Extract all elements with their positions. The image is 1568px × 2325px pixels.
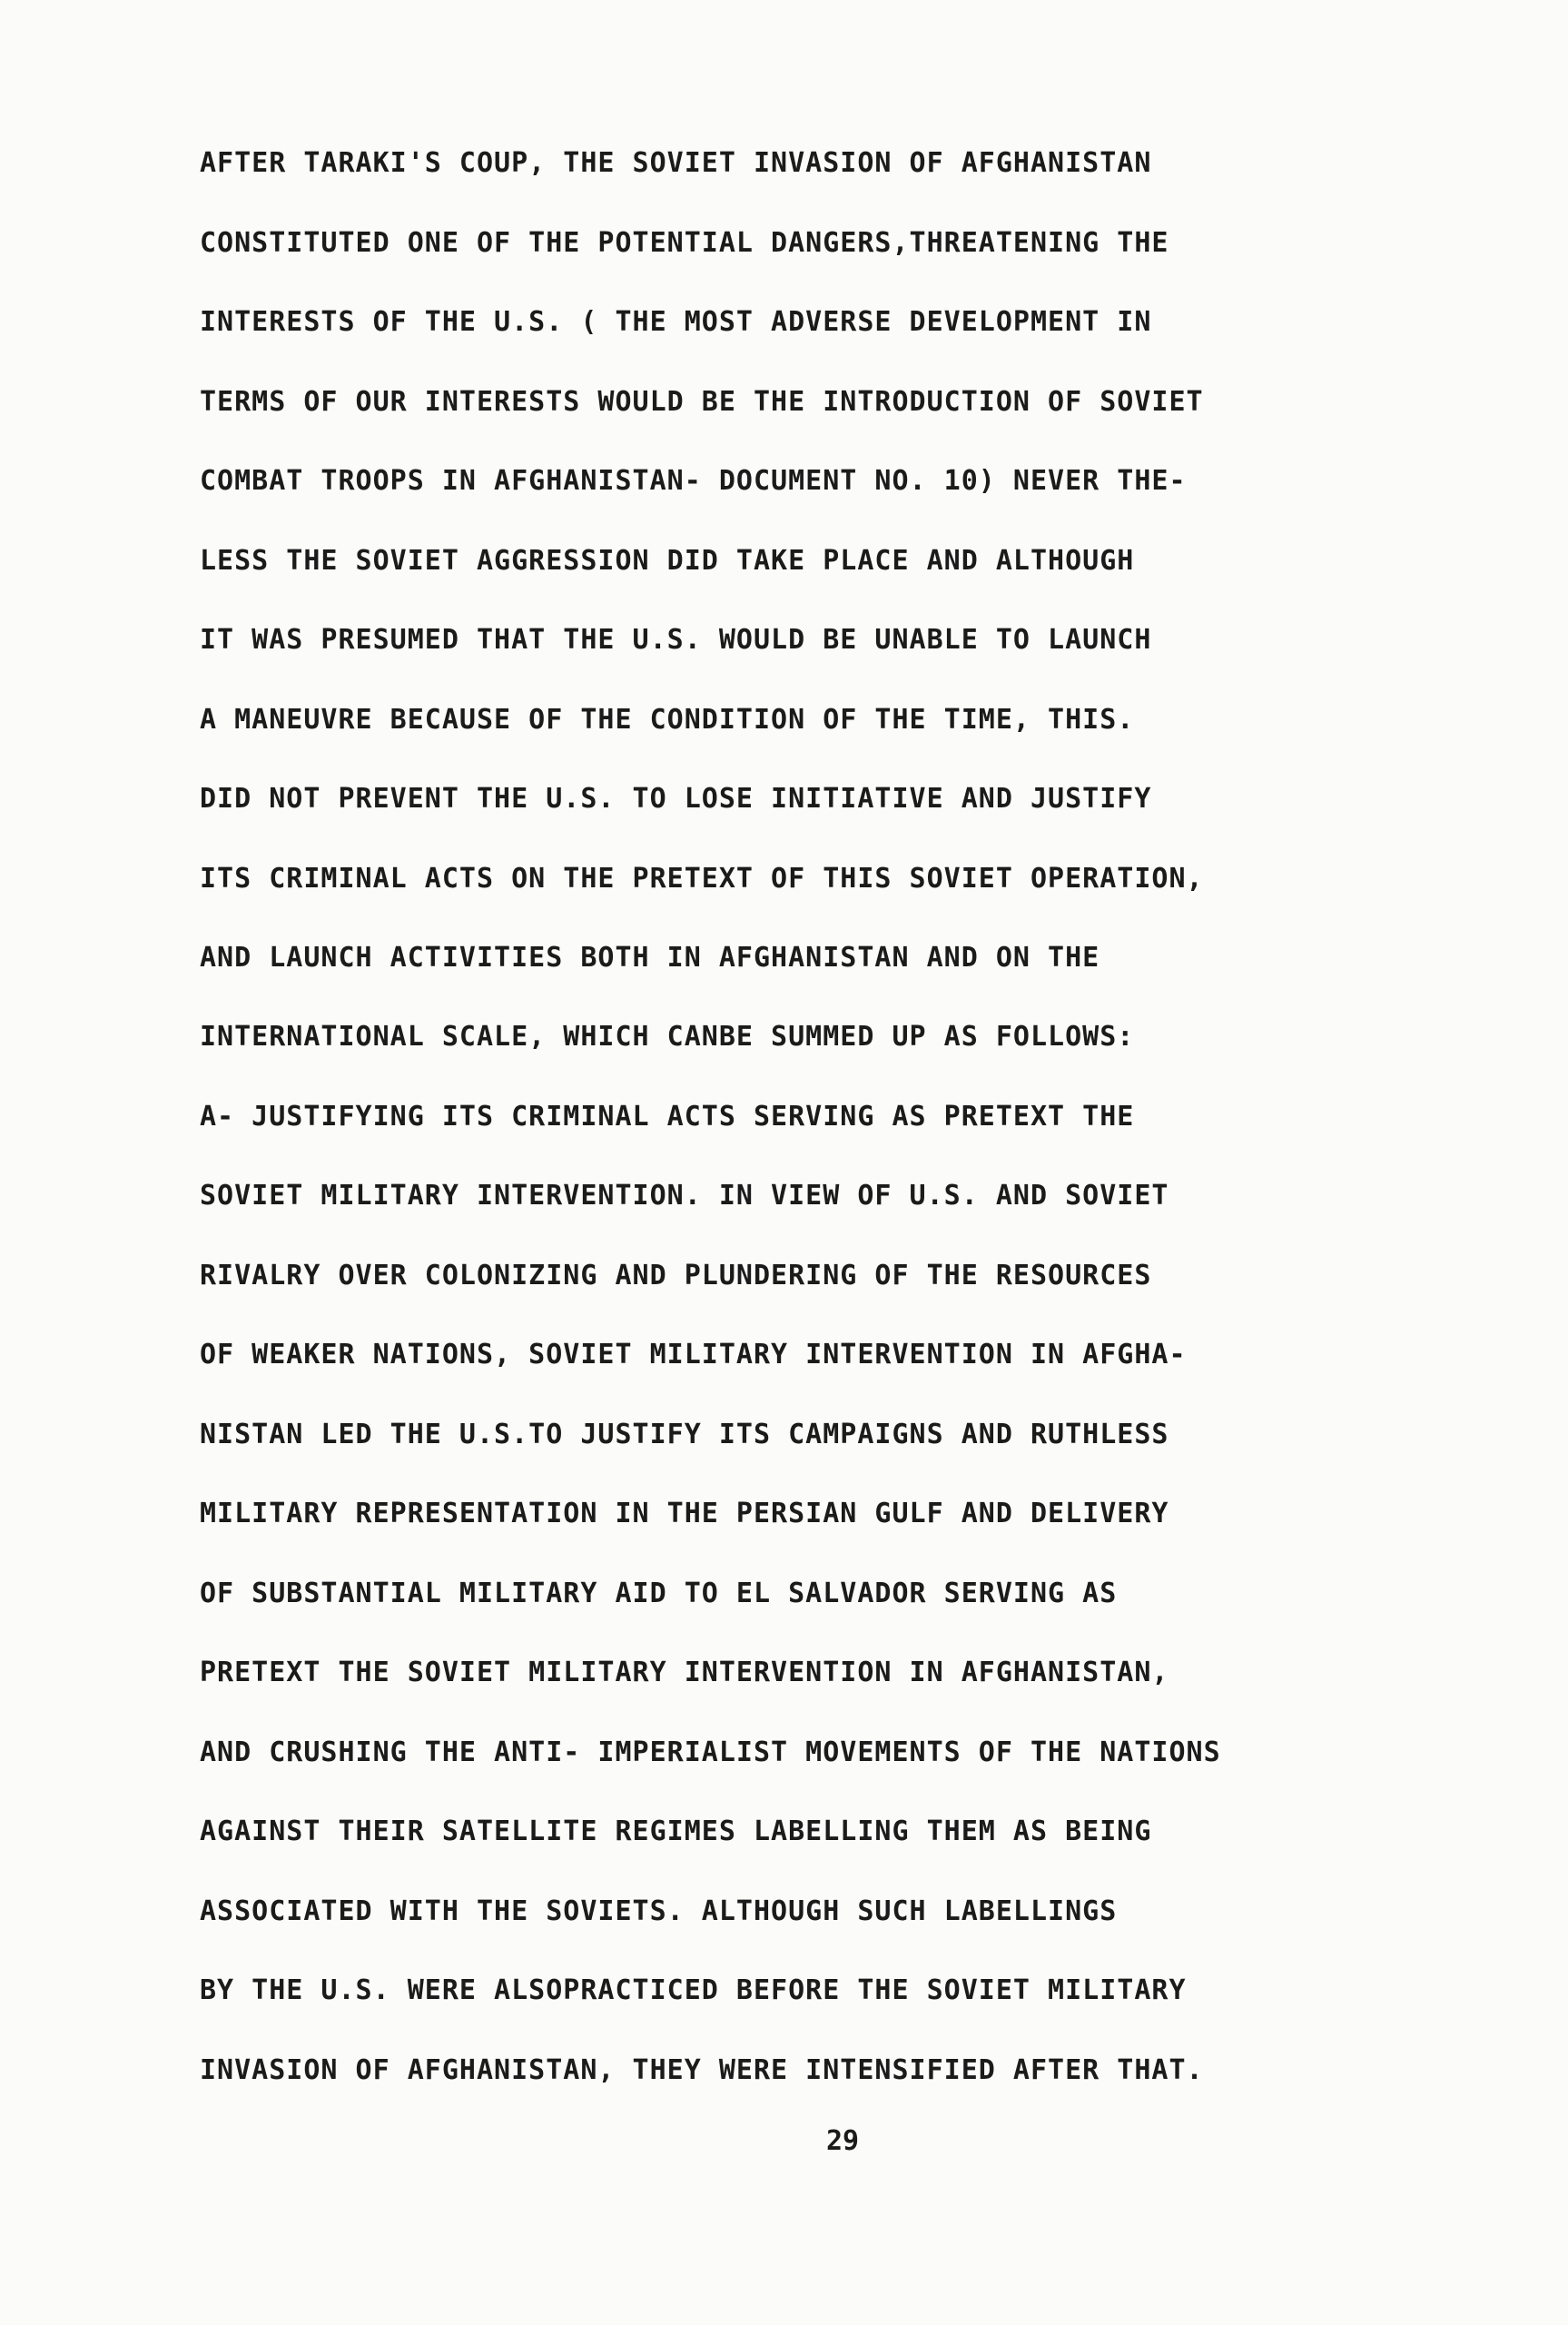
text-line: LESS THE SOVIET AGGRESSION DID TAKE PLACE AND ALTHOUGH: [200, 545, 1135, 577]
text-line: INVASION OF AFGHANISTAN, THEY WERE INTENSIFIED AFTER THAT.: [200, 2054, 1204, 2086]
text-line: A MANEUVRE BECAUSE OF THE CONDITION OF THE TIME, THIS.: [200, 704, 1135, 736]
page-number: 29: [826, 2125, 860, 2157]
text-line: INTERESTS OF THE U.S. ( THE MOST ADVERSE DEVELOPMENT IN: [200, 306, 1152, 338]
text-line: INTERNATIONAL SCALE, WHICH CANBE SUMMED UP AS FOLLOWS:: [200, 1021, 1135, 1053]
text-line: ASSOCIATED WITH THE SOVIETS. ALTHOUGH SUCH LABELLINGS: [200, 1895, 1118, 1927]
text-line: CONSTITUTED ONE OF THE POTENTIAL DANGERS,THREATENING THE: [200, 227, 1169, 259]
text-line: A- JUSTIFYING ITS CRIMINAL ACTS SERVING AS PRETEXT THE: [200, 1101, 1135, 1133]
text-line: DID NOT PREVENT THE U.S. TO LOSE INITIATIVE AND JUSTIFY: [200, 783, 1152, 815]
text-line: NISTAN LED THE U.S.TO JUSTIFY ITS CAMPAIGNS AND RUTHLESS: [200, 1419, 1169, 1450]
text-line: AND LAUNCH ACTIVITIES BOTH IN AFGHANISTAN AND ON THE: [200, 942, 1100, 974]
text-line: BY THE U.S. WERE ALSOPRACTICED BEFORE THE SOVIET MILITARY: [200, 1974, 1187, 2006]
text-line: COMBAT TROOPS IN AFGHANISTAN- DOCUMENT NO. 10) NEVER THE-: [200, 465, 1187, 497]
text-line: AND CRUSHING THE ANTI- IMPERIALIST MOVEMENTS OF THE NATIONS: [200, 1736, 1221, 1768]
text-line: PRETEXT THE SOVIET MILITARY INTERVENTION IN AFGHANISTAN,: [200, 1657, 1169, 1688]
text-line: OF SUBSTANTIAL MILITARY AID TO EL SALVADOR SERVING AS: [200, 1578, 1118, 1609]
text-line: ITS CRIMINAL ACTS ON THE PRETEXT OF THIS SOVIET OPERATION,: [200, 863, 1204, 895]
text-line: IT WAS PRESUMED THAT THE U.S. WOULD BE UNABLE TO LAUNCH: [200, 624, 1152, 656]
text-line: SOVIET MILITARY INTERVENTION. IN VIEW OF U.S. AND SOVIET: [200, 1180, 1169, 1212]
text-line: RIVALRY OVER COLONIZING AND PLUNDERING OF THE RESOURCES: [200, 1260, 1152, 1291]
text-line: MILITARY REPRESENTATION IN THE PERSIAN GULF AND DELIVERY: [200, 1498, 1169, 1529]
text-line: TERMS OF OUR INTERESTS WOULD BE THE INTRODUCTION OF SOVIET: [200, 386, 1204, 418]
text-line: AGAINST THEIR SATELLITE REGIMES LABELLING THEM AS BEING: [200, 1815, 1152, 1847]
text-line: AFTER TARAKI'S COUP, THE SOVIET INVASION OF AFGHANISTAN: [200, 147, 1152, 179]
text-line: OF WEAKER NATIONS, SOVIET MILITARY INTERVENTION IN AFGHA-: [200, 1339, 1187, 1370]
